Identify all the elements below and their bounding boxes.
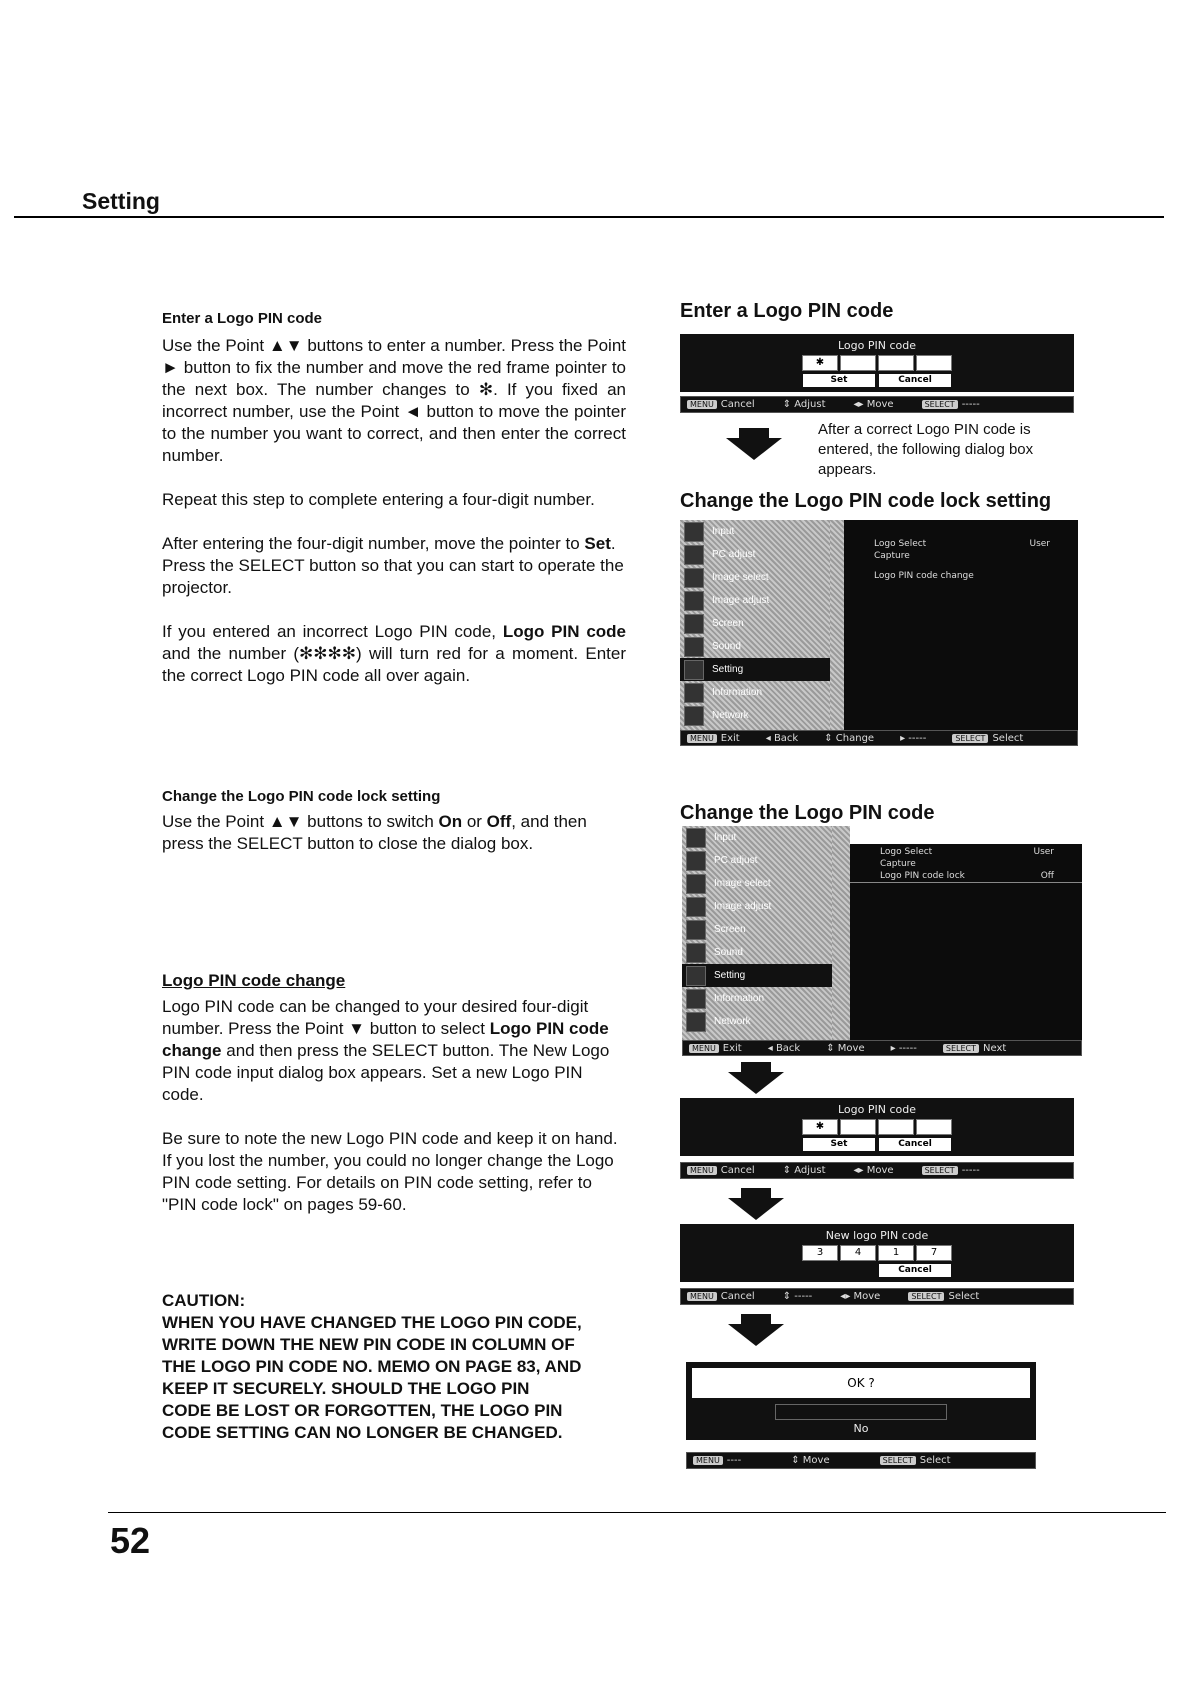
heading-lock-setting: Change the Logo PIN code lock setting (680, 490, 1052, 512)
logo-pin-dialog (680, 334, 1074, 392)
caution-text: WHEN YOU HAVE CHANGED THE LOGO PIN CODE, WRITE DOWN THE NEW PIN CODE IN COLUMN OF THE LOGO PIN CODE NO. MEMO ON PAGE 83, AND KEEP IT SECURELY. SHOULD THE LOGO PIN CODE BE LOST OR FORGOTTEN, THE LOGO PIN CODE SETTING CAN NO LONGER BE CHANGED. (162, 1313, 582, 1442)
menu-item-network[interactable]: Network (680, 704, 830, 727)
set-button-placeholder (803, 1264, 875, 1277)
no-option[interactable]: No (853, 1422, 869, 1435)
setting-icon (684, 660, 704, 680)
section-title: Logo PIN code change (162, 971, 346, 990)
screen-icon (684, 614, 704, 634)
image-adjust-icon (684, 591, 704, 611)
pin-digit-box[interactable] (840, 355, 876, 371)
pin-digit-box[interactable]: 1 (878, 1245, 914, 1261)
pin-digit-box[interactable] (878, 1119, 914, 1135)
osd-guide-bar: MENU Cancel ⇕ Adjust ◂▸ Move SELECT ----- (680, 396, 1074, 413)
header-rule (14, 216, 1164, 218)
menu-sidebar (682, 826, 832, 1040)
arrow-down-icon (728, 1062, 784, 1094)
image-adjust-icon (686, 897, 706, 917)
menu-item-setting[interactable]: Setting (680, 658, 830, 681)
pin-digit-box[interactable]: 7 (916, 1245, 952, 1261)
set-button[interactable]: Set (803, 1138, 875, 1151)
osd-guide-bar: MENU Cancel ⇕ Adjust ◂▸ Move SELECT ----- (680, 1162, 1074, 1179)
pin-digit-box[interactable]: ✱ (802, 1119, 838, 1135)
cancel-button[interactable]: Cancel (879, 374, 951, 387)
setting-icon (686, 966, 706, 986)
section-pin-change (162, 970, 626, 1216)
network-icon (684, 706, 704, 726)
select-key-icon: SELECT (922, 1166, 958, 1175)
dialog-title: Logo PIN code (837, 339, 916, 352)
heading-change-pin: Change the Logo PIN code (680, 802, 935, 824)
menu-item-image-adjust[interactable]: Image adjust (680, 589, 830, 612)
menu-key-icon: MENU (687, 1292, 717, 1301)
menu-item-sound[interactable]: Sound (680, 635, 830, 658)
select-key-icon: SELECT (908, 1292, 944, 1301)
menu-item-network[interactable]: Network (682, 1010, 832, 1033)
submenu-item[interactable]: Logo PIN code change (874, 571, 974, 581)
menu-item-pc-adjust[interactable]: PC adjust (682, 849, 832, 872)
paragraph: Logo PIN code can be changed to your desired four-digit number. Press the Point ▼ button to select Logo PIN code change and then press the SELECT button. The New Logo PIN code input dialog box appears. Set a new Logo PIN code. (162, 997, 610, 1104)
dialog-title: New logo PIN code (825, 1229, 929, 1242)
input-icon (686, 828, 706, 848)
submenu-item[interactable]: Logo Select User (874, 539, 1050, 549)
cancel-button[interactable]: Cancel (879, 1264, 951, 1277)
osd-guide-bar: MENU Exit ◂ Back ⇕ Change ▸ ----- SELECT Select (680, 730, 1078, 746)
new-logo-pin-dialog (680, 1224, 1074, 1282)
page-number: 52 (110, 1520, 151, 1561)
confirm-title: OK ? (692, 1368, 1030, 1398)
page-header-title: Setting (82, 188, 160, 214)
menu-item-setting[interactable]: Setting (682, 964, 832, 987)
sound-icon (686, 943, 706, 963)
pin-digit-box[interactable] (878, 355, 914, 371)
dialog-note: After a correct Logo PIN code is entered, the following dialog box appears. (818, 421, 1034, 478)
pin-digit-box[interactable]: ✱ (802, 355, 838, 371)
pin-digit-box[interactable] (840, 1119, 876, 1135)
submenu-item[interactable]: Capture (880, 859, 916, 869)
sound-icon (684, 637, 704, 657)
arrow-down-icon (728, 1188, 784, 1220)
pin-digit-box[interactable] (916, 1119, 952, 1135)
image-select-icon (684, 568, 704, 588)
network-icon (686, 1012, 706, 1032)
information-icon (686, 989, 706, 1009)
select-key-icon: SELECT (952, 734, 988, 743)
menu-item-input[interactable]: Input (680, 520, 830, 543)
menu-key-icon: MENU (687, 1166, 717, 1175)
submenu-panel (850, 844, 1082, 1040)
submenu-item[interactable]: Capture (874, 551, 910, 561)
menu-item-sound[interactable]: Sound (682, 941, 832, 964)
heading-enter-pin: Enter a Logo PIN code (680, 300, 894, 322)
submenu-item[interactable]: Logo Select User (880, 847, 1054, 857)
select-key-icon: SELECT (922, 400, 958, 409)
arrow-down-icon (728, 1314, 784, 1346)
screen-icon (686, 920, 706, 940)
cancel-button[interactable]: Cancel (879, 1138, 951, 1151)
pin-digit-box[interactable] (916, 355, 952, 371)
paragraph: Be sure to note the new Logo PIN code and keep it on hand. If you lost the number, you could no longer change the Logo PIN code setting. For details on PIN code setting, refer to "PIN code lock" on pages 59-60. (162, 1129, 618, 1214)
menu-item-image-select[interactable]: Image select (682, 872, 832, 895)
dialog-title: Logo PIN code (837, 1103, 916, 1116)
paragraph: Repeat this step to complete entering a four-digit number. (162, 490, 595, 509)
caution-block (162, 1290, 582, 1444)
paragraph: Use the Point ▲▼ buttons to switch On or Off, and then press the SELECT button to close the dialog box. (162, 812, 587, 853)
setting-menu-screenshot (682, 826, 1082, 1040)
paragraph: After entering the four-digit number, move the pointer to Set. Press the SELECT button so that you can start to operate the projector. (162, 534, 624, 597)
menu-item-image-adjust[interactable]: Image adjust (682, 895, 832, 918)
image-select-icon (686, 874, 706, 894)
menu-key-icon: MENU (693, 1456, 723, 1465)
menu-item-information[interactable]: Information (680, 681, 830, 704)
paragraph: If you entered an incorrect Logo PIN code, Logo PIN code and the number (✻✻✻✻) will turn red for a moment. Enter the correct Logo PIN code all over again. (162, 622, 626, 685)
section-title: Change the Logo PIN code lock setting (162, 788, 441, 805)
footer-rule (108, 1512, 1166, 1513)
submenu-item[interactable]: Logo PIN code lock Off (850, 870, 1082, 883)
menu-item-screen[interactable]: Screen (680, 612, 830, 635)
menu-item-screen[interactable]: Screen (682, 918, 832, 941)
osd-guide-bar: MENU ---- ⇕ Move SELECT Select (686, 1452, 1036, 1469)
set-button[interactable]: Set (803, 374, 875, 387)
caution-title: CAUTION: (162, 1291, 246, 1310)
setting-menu-screenshot (680, 520, 1078, 730)
select-key-icon: SELECT (880, 1456, 916, 1465)
menu-item-image-select[interactable]: Image select (680, 566, 830, 589)
information-icon (684, 683, 704, 703)
section-lock-setting (162, 788, 626, 855)
menu-item-information[interactable]: Information (682, 987, 832, 1010)
input-icon (684, 522, 704, 542)
section-title: Enter a Logo PIN code (162, 310, 323, 327)
select-key-icon: SELECT (943, 1044, 979, 1053)
section-enter-pin (162, 310, 626, 687)
pin-digit-box[interactable]: 4 (840, 1245, 876, 1261)
pc-adjust-icon (684, 545, 704, 565)
confirm-dialog (686, 1362, 1036, 1440)
menu-key-icon: MENU (689, 1044, 719, 1053)
menu-key-icon: MENU (687, 400, 717, 409)
pin-digit-box[interactable]: 3 (802, 1245, 838, 1261)
osd-guide-bar: MENU Exit ◂ Back ⇕ Move ▸ ----- SELECT Next (682, 1040, 1082, 1056)
yes-option[interactable] (775, 1404, 947, 1420)
osd-guide-bar: MENU Cancel ⇕ ----- ◂▸ Move SELECT Select (680, 1288, 1074, 1305)
pc-adjust-icon (686, 851, 706, 871)
menu-sidebar (680, 520, 830, 730)
menu-key-icon: MENU (687, 734, 717, 743)
menu-item-input[interactable]: Input (682, 826, 832, 849)
menu-item-pc-adjust[interactable]: PC adjust (680, 543, 830, 566)
submenu-panel (844, 520, 1078, 730)
paragraph: Use the Point ▲▼ buttons to enter a number. Press the Point ► button to fix the number and move the red frame pointer to the next box. The number changes to ✻. If you fixed an incorrect number, use the Point ◄ button to move the pointer to the number you want to correct, and then enter the correct number. (162, 336, 626, 465)
arrow-down-icon (726, 428, 782, 460)
logo-pin-dialog (680, 1098, 1074, 1156)
